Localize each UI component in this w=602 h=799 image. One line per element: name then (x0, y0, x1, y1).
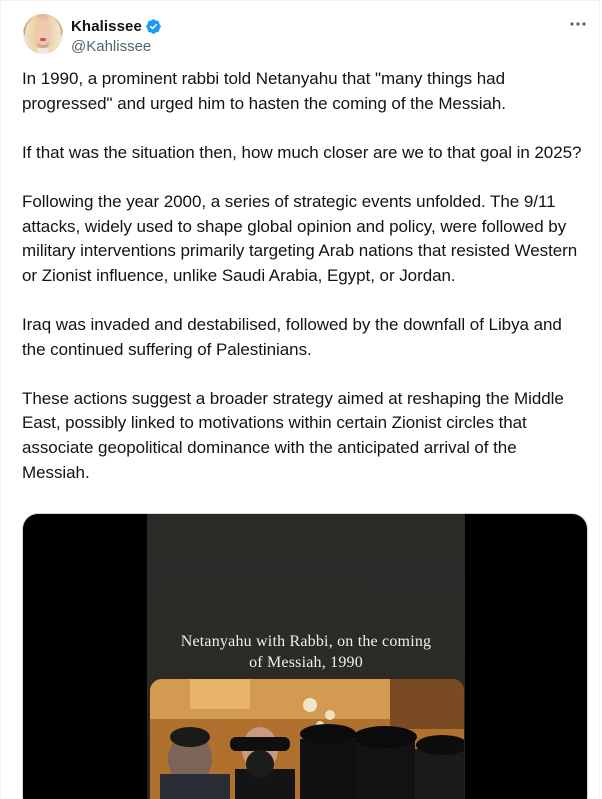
more-horizontal-icon[interactable] (567, 16, 589, 32)
profile-avatar[interactable] (23, 14, 63, 54)
video-caption-line: of Messiah, 1990 (249, 654, 363, 671)
video-caption (147, 631, 465, 673)
video-scene (150, 679, 464, 799)
avatar-lips (40, 38, 46, 41)
video-caption-line: Netanyahu with Rabbi, on the coming (180, 633, 432, 650)
verified-badge-icon[interactable] (145, 18, 162, 35)
video-frame[interactable] (147, 514, 465, 799)
video-photo (150, 679, 464, 799)
tweet-paragraph: Iraq was invaded and destabilised, followed by the downfall of Libya and the continued suffering of Palestinians. (22, 314, 562, 359)
display-name[interactable]: Khalissee (71, 18, 142, 35)
tweet-paragraph: These actions suggest a broader strategy aimed at reshaping the Middle East, possibly linked to motivations within certain Zionist circles that associate geopolitical dominance with the anticipated arrival of the Messiah. (22, 388, 564, 482)
tweet-paragraph: In 1990, a prominent rabbi told Netanyahu that "many things had progressed" and urged him to hasten the coming of the Messiah. (22, 69, 506, 113)
avatar-face (35, 23, 51, 45)
author-names (71, 17, 162, 55)
video-media[interactable] (22, 513, 588, 799)
tweet-paragraph: If that was the situation then, how much closer are we to that goal in 2025? (22, 142, 582, 162)
tweet-header (23, 14, 162, 55)
tweet-text (22, 67, 588, 510)
handle[interactable]: @Kahlissee (71, 38, 152, 55)
display-name-row (71, 17, 162, 36)
tweet-paragraph: Following the year 2000, a series of strategic events unfolded. The 9/11 attacks, widely used to shape global opinion and policy, were followed by military interventions primarily targeting Arab nations that resisted Western or Zionist influence, unlike Saudi Arabia, Egypt, or Jordan. (22, 191, 578, 285)
